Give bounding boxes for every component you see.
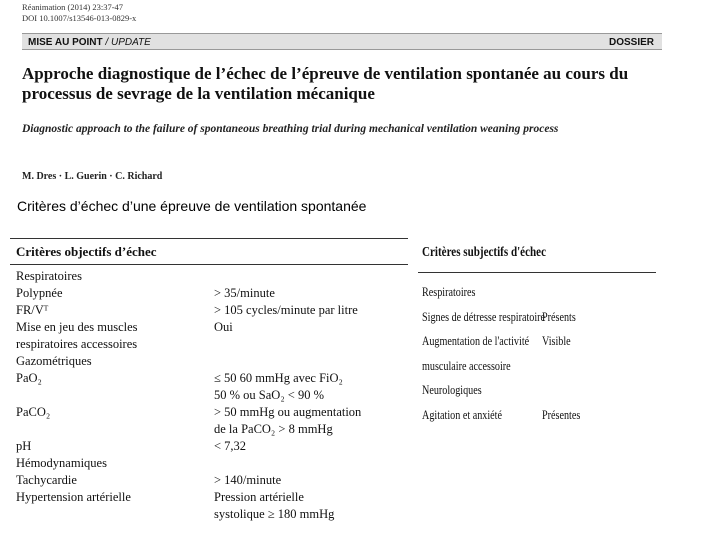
banner-section-label	[28, 34, 151, 51]
table-row	[16, 472, 408, 489]
banner-label-en: / UPDATE	[105, 37, 151, 48]
journal-reference	[22, 2, 136, 24]
criterion-label: Hémodynamiques	[16, 456, 107, 470]
table-row	[16, 302, 408, 319]
criterion-threshold: systolique ≥ 180 mmHg	[214, 507, 335, 521]
table-header-rule	[10, 264, 408, 265]
criterion-label: Tachycardie	[16, 473, 77, 487]
banner-dossier-label: DOSSIER	[608, 37, 654, 48]
criterion-threshold: ≤ 50 60 mmHg avec FiO₂	[214, 371, 343, 385]
table-row	[16, 336, 408, 353]
criterion-threshold: > 140/minute	[214, 473, 282, 487]
article-title-fr: Approche diagnostique de l’échec de l’épreuve de ventilation spontanée au cours du processus de sevrage de la ventilation mécanique	[22, 64, 629, 103]
criterion-threshold: > 50 mmHg ou augmentation	[214, 405, 362, 419]
subjective-header-rule	[418, 272, 656, 273]
criterion-label: Respiratoires	[16, 269, 82, 283]
criterion-label: FR/Vᵀ	[16, 303, 49, 317]
objective-table-header: Critères objectifs d’échec	[16, 244, 157, 259]
table-row	[16, 387, 408, 404]
slide-subtitle: Critères d’échec d’une épreuve de ventilation spontanée	[17, 198, 367, 214]
criterion-label: Signes de détresse respiratoire	[422, 308, 546, 324]
criterion-threshold: < 7,32	[214, 439, 247, 453]
criterion-label: Respiratoires	[422, 284, 476, 299]
criterion-label: respiratoires accessoires	[16, 337, 138, 351]
criterion-label: Neurologiques	[422, 382, 482, 397]
table-row	[16, 489, 408, 506]
criterion-label: Agitation et anxiété	[422, 406, 502, 422]
table-row	[16, 421, 408, 438]
criterion-status: Présentes	[542, 406, 581, 422]
article-authors: M. Dres · L. Guerin · C. Richard	[22, 171, 163, 182]
criterion-label: Hypertension artérielle	[16, 490, 131, 504]
criterion-threshold: de la PaCO₂ > 8 mmHg	[214, 422, 333, 436]
criterion-label: PaO₂	[16, 371, 42, 385]
table-row	[16, 319, 408, 336]
table-row	[422, 404, 656, 426]
criterion-label: Mise en jeu des muscles	[16, 320, 138, 334]
table-row	[16, 268, 408, 285]
criterion-label: musculaire accessoire	[422, 357, 511, 373]
article-title-en: Diagnostic approach to the failure of spontaneous breathing trial during mechanical ventilation weaning process	[22, 123, 559, 135]
banner-label-fr: MISE AU POINT	[28, 37, 103, 48]
criterion-label: Gazométriques	[16, 354, 92, 368]
criterion-label: pH	[16, 439, 32, 453]
table-top-rule	[10, 238, 408, 239]
criterion-label: Polypnée	[16, 286, 63, 300]
criterion-status: Visible	[542, 333, 571, 348]
table-row	[422, 379, 656, 401]
section-banner	[22, 33, 662, 50]
table-row	[422, 306, 656, 328]
criterion-status: Présents	[542, 308, 576, 324]
table-row	[16, 353, 408, 370]
table-row	[16, 370, 408, 387]
table-row	[16, 438, 408, 455]
journal-doi: DOI 10.1007/s13546-013-0829-x	[22, 13, 137, 23]
criterion-label: PaCO₂	[16, 405, 51, 419]
criterion-threshold: Oui	[214, 320, 233, 334]
criterion-label: Augmentation de l'activité	[422, 333, 530, 348]
table-row	[16, 506, 408, 523]
subjective-table-header: Critères subjectifs d'échec	[422, 244, 546, 259]
criterion-threshold: > 105 cycles/minute par litre	[214, 303, 358, 317]
table-row	[16, 404, 408, 421]
criterion-threshold: Pression artérielle	[214, 490, 304, 504]
criterion-threshold: 50 % ou SaO₂ < 90 %	[214, 388, 325, 402]
table-row	[16, 455, 408, 472]
criterion-threshold: > 35/minute	[214, 286, 275, 300]
journal-citation: Réanimation (2014) 23:37-47	[22, 2, 124, 12]
table-row	[16, 285, 408, 302]
table-row	[422, 330, 656, 352]
table-row	[422, 281, 656, 303]
table-row	[422, 355, 656, 377]
